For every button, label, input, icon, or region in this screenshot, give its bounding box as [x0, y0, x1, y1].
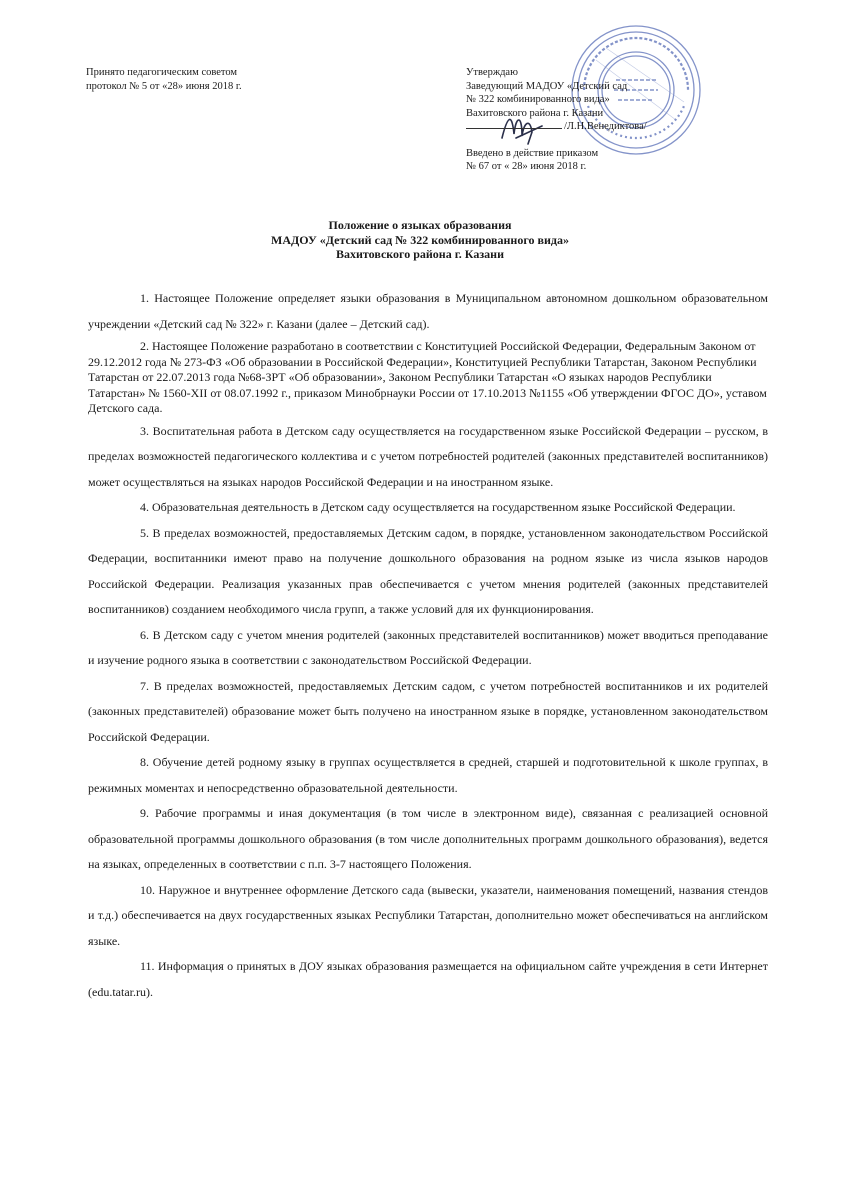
paragraph-2: 2. Настоящее Положение разработано в соответствии с Конституцией Российской Федерации, Федеральным Законом от 29.12.2012 года № 273-ФЗ «Об образовании в Российской Федерации», Конституцией Республики Татарстан, Законом Республики Татарстан от 22.07.2013 года №68-ЗРТ «Об образовании», Законом Республики Татарстан «О языках народов Республики Татарстан» № 1560-XII от 08.07.1992 г., приказом Минобрнауки России от 17.10.2013 №1155 «Об утверждении ФГОС ДО», уставом Детского сада.	[88, 339, 767, 415]
director-name: /Л.Н.Венедиктова/	[564, 121, 647, 132]
order-line2: № 67 от « 28» июня 2018 г.	[466, 161, 587, 172]
paragraph-5: 5. В пределах возможностей, предоставляемых Детским садом, в порядке, установленном законодательством Российской Федерации, воспитанники имеют право на получение дошкольного образования на родном языке из числа языков народов Российской Федерации. Реализация указанных прав обеспечивается с учетом мнения родителей (законных представителей воспитанников) созданием необходимого числа групп, а также условий для их функционирования.	[88, 525, 768, 616]
paragraph-11: 11. Информация о принятых в ДОУ языках образования размещается на официальном сайте учреждения в сети Интернет (edu.tatar.ru).	[88, 959, 768, 999]
director-approval-block	[466, 66, 716, 174]
title-line2: МАДОУ «Детский сад № 322 комбинированного вида»	[271, 232, 569, 247]
title-line1: Положение о языках образования	[328, 218, 512, 232]
paragraph-3: 3. Воспитательная работа в Детском саду осуществляется на государственном языке Российской Федерации – русском, в пределах возможностей педагогического коллектива и с учетом потребностей родителей (законных представителей воспитанников) может осуществляться на языках народов Российской Федерации и на иностранном языке.	[88, 423, 768, 489]
title-line3: Вахитовского района г. Казани	[335, 247, 504, 261]
paragraph-4: 4. Образовательная деятельность в Детском саду осуществляется на государственном языке Российской Федерации.	[140, 500, 736, 514]
approve-label: Утверждаю	[466, 67, 518, 78]
signature-line	[466, 120, 716, 134]
director-position-line1: Заведующий МАДОУ «Детский сад	[466, 80, 628, 92]
director-position-line2: № 322 комбинированного вида»	[466, 94, 610, 105]
document-title	[120, 218, 720, 262]
council-approval-line1: Принято педагогическим советом	[86, 67, 238, 78]
paragraph-8: 8. Обучение детей родному языку в группах осуществляется в средней, старшей и подготовительной к школе группах, в режимных моментах и непосредственно образовательной деятельности.	[88, 755, 768, 795]
document-body	[88, 286, 768, 1005]
paragraph-10: 10. Наружное и внутреннее оформление Детского сада (вывески, указатели, наименования помещений, названия стендов и т.д.) обеспечивается на двух государственных языках Республики Татарстан, дополнительно может обеспечиваться на английском языке.	[88, 882, 768, 948]
paragraph-6: 6. В Детском саду с учетом мнения родителей (законных представителей воспитанников) может вводиться преподавание и изучение родного языка в соответствии с законодательством Российской Федерации.	[88, 627, 768, 667]
council-approval-block	[86, 66, 386, 93]
order-line1: Введено в действие приказом	[466, 147, 599, 159]
paragraph-1: 1. Настоящее Положение определяет языки образования в Муниципальном автономном дошкольном образовательном учреждении «Детский сад № 322» г. Казани (далее – Детский сад).	[88, 291, 768, 331]
director-position-line3: Вахитовского района г. Казани	[466, 107, 604, 119]
paragraph-9: 9. Рабочие программы и иная документация (в том числе в электронном виде), связанная с реализацией основной образовательной программы дошкольного образования (в том числе дополнительных программ дошкольного образования), ведется на языках, определенных в соответствии с п.п. 3-7 настоящего Положения.	[88, 806, 768, 871]
council-approval-line2: протокол № 5 от «28» июня 2018 г.	[86, 80, 242, 92]
signature-underline	[466, 128, 562, 129]
paragraph-7: 7. В пределах возможностей, предоставляемых Детским садом, с учетом потребностей воспитанников и их родителей (законных представителей) образование может быть получено на иностранном языке в порядке, установленном законодательством Российской Федерации.	[88, 678, 768, 744]
